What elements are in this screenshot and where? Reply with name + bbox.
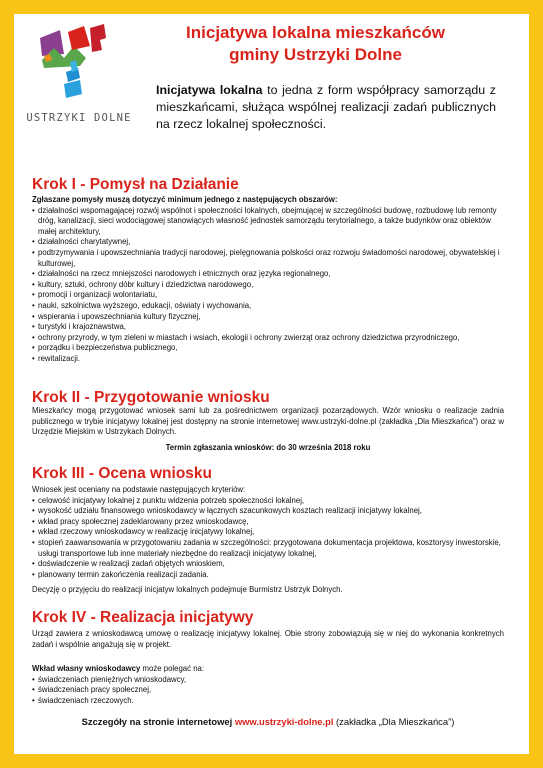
municipality-logo (20, 16, 138, 134)
step3-list-item: • planowany termin zakończenia realizacji zadania. (32, 570, 504, 581)
step1-list-item: • ochrony przyrody, w tym zieleni w miastach i wsiach, ekologii i ochrony zwierząt oraz ochrony dziedzictwa przyrodniczego, (32, 333, 504, 344)
step4-contrib (32, 664, 504, 706)
step1-list-item: • nauki, szkolnictwa wyższego, edukacji, oświaty i wychowania, (32, 301, 504, 312)
step4-list-item: • świadczeniach pieniężnych wnioskodawcy, (32, 675, 504, 686)
step3-list-item: • wkład rzeczowy wnioskodawcy w realizację inicjatywy lokalnej, (32, 527, 504, 538)
step3-list (32, 496, 504, 581)
page-title (138, 22, 493, 66)
logo-wordmark: USTRZYKI DOLNE (26, 112, 132, 124)
step3-decision: Decyzję o przyjęciu do realizacji inicjatyw lokalnych podejmuje Burmistrz Ustrzyk Dolnych. (32, 585, 343, 594)
step4-contrib-rest: może polegać na: (140, 664, 205, 673)
step1-body (32, 195, 504, 365)
footer-lead: Szczegóły na stronie internetowej (81, 716, 235, 727)
step1-list-item: • podtrzymywania i upowszechniania tradycji narodowej, pielęgnowania polskości oraz rozwoju świadomości narodowej, obywatelskiej i kulturowej, (32, 248, 504, 269)
step3-lead: Wniosek jest oceniany na podstawie następujących kryteriów: (32, 485, 246, 494)
mountains-crest-icon (20, 16, 138, 112)
step1-list-item: • porządku i bezpieczeństwa publicznego, (32, 343, 504, 354)
step1-list-item: • działalności charytatywnej, (32, 237, 504, 248)
step4-text: Urząd zawiera z wnioskodawcą umowę o realizację inicjatywy lokalnej. Obie strony zobowiązują się w niej do wykonania konkretnych zadań i wspólnie angażują się w projekt. (32, 629, 504, 649)
title-line-1: Inicjatywa lokalna mieszkańców (186, 23, 445, 42)
step1-list-item: • turystyki i krajoznawstwa, (32, 322, 504, 333)
footer-tail: (zakładka „Dla Mieszkańca”) (333, 716, 455, 727)
step4-list-item: • świadczeniach rzeczowych. (32, 696, 504, 707)
intro-rest: to jedna z form współpracy samorządu z mieszkańcami, służąca wspólnej realizacji zadań publicznych na rzecz lokalnej społeczności. (156, 83, 496, 131)
step2-heading: Krok II - Przygotowanie wniosku (32, 389, 270, 406)
step1-list-item: • kultury, sztuki, ochrony dóbr kultury i dziedzictwa narodowego, (32, 280, 504, 291)
step2-deadline: Termin zgłaszania wniosków: do 30 września 2018 roku (165, 443, 371, 452)
step3-list-item: • doświadczenie w realizacji zadań objętych wnioskiem, (32, 559, 504, 570)
intro-paragraph (156, 82, 496, 133)
website-link[interactable]: www.ustrzyki-dolne.pl (234, 716, 334, 727)
step1-list (32, 206, 504, 365)
title-line-2: gminy Ustrzyki Dolne (229, 45, 402, 64)
step2-text: Mieszkańcy mogą przygotować wniosek sami lub za pośrednictwem organizacji pozarządowych. Wzór wniosku o realizacje zadnia publicznego w trybie inicjatywy lokalnej jest dostępny na stronie internetowej www.ustrzyki-dolne.pl (zakładka „Dla Mieszkańca”) oraz w Urzędzie Miejskim w Ustrzykach Dolnych. (32, 406, 504, 437)
step4-list-item: • świadczeniach pracy społecznej, (32, 685, 504, 696)
step1-list-item: • działalności na rzecz mniejszości narodowych i etnicznych oraz języka regionalnego, (32, 269, 504, 280)
step4-heading: Krok IV - Realizacja inicjatywy (32, 609, 254, 626)
step3-heading: Krok III - Ocena wniosku (32, 465, 213, 482)
step3-list-item: • wkład pracy społecznej zadeklarowany przez wnioskodawcę, (32, 517, 504, 528)
step3-body (32, 485, 504, 580)
step4-list (32, 675, 504, 707)
intro-bold: Inicjatywa lokalna (156, 83, 263, 97)
step3-list-item: • celowość inicjatywy lokalnej z punktu widzenia potrzeb społeczności lokalnej, (32, 496, 504, 507)
footer (32, 716, 504, 727)
step1-list-item: • działalności wspomagającej rozwój wspólnot i społeczności lokalnych, obejmującej w szczególności budowę, rozbudowę lub remonty dróg, kanalizacji, sieci wodociągowej stanowiących własność jednostek samorządu terytorialnego, a także budynków oraz obiektów małej architektury, (32, 206, 504, 238)
step1-lead: Zgłaszane pomysły muszą dotyczyć minimum jednego z następujących obszarów: (32, 195, 338, 204)
step3-list-item: • wysokość udziału finansowego wnioskodawcy w łącznych szacunkowych kosztach realizacji inicjatywy lokalnej, (32, 506, 504, 517)
step1-heading: Krok I - Pomysł na Działanie (32, 176, 239, 193)
step1-list-item: • rewitalizacji. (32, 354, 504, 365)
step1-list-item: • wspierania i upowszechniania kultury fizycznej, (32, 312, 504, 323)
step4-contrib-bold: Wkład własny wnioskodawcy (32, 664, 141, 673)
step3-list-item: • stopień zaawansowania w przygotowaniu zadania w szczególności: przygotowana dokumentacja projektowa, kosztorysy inwestorskie, usługi transportowe lub inne materiały niezbędne do realizacji inicjatywy lokalnej, (32, 538, 504, 559)
step1-list-item: • promocji i organizacji wolontariatu, (32, 290, 504, 301)
